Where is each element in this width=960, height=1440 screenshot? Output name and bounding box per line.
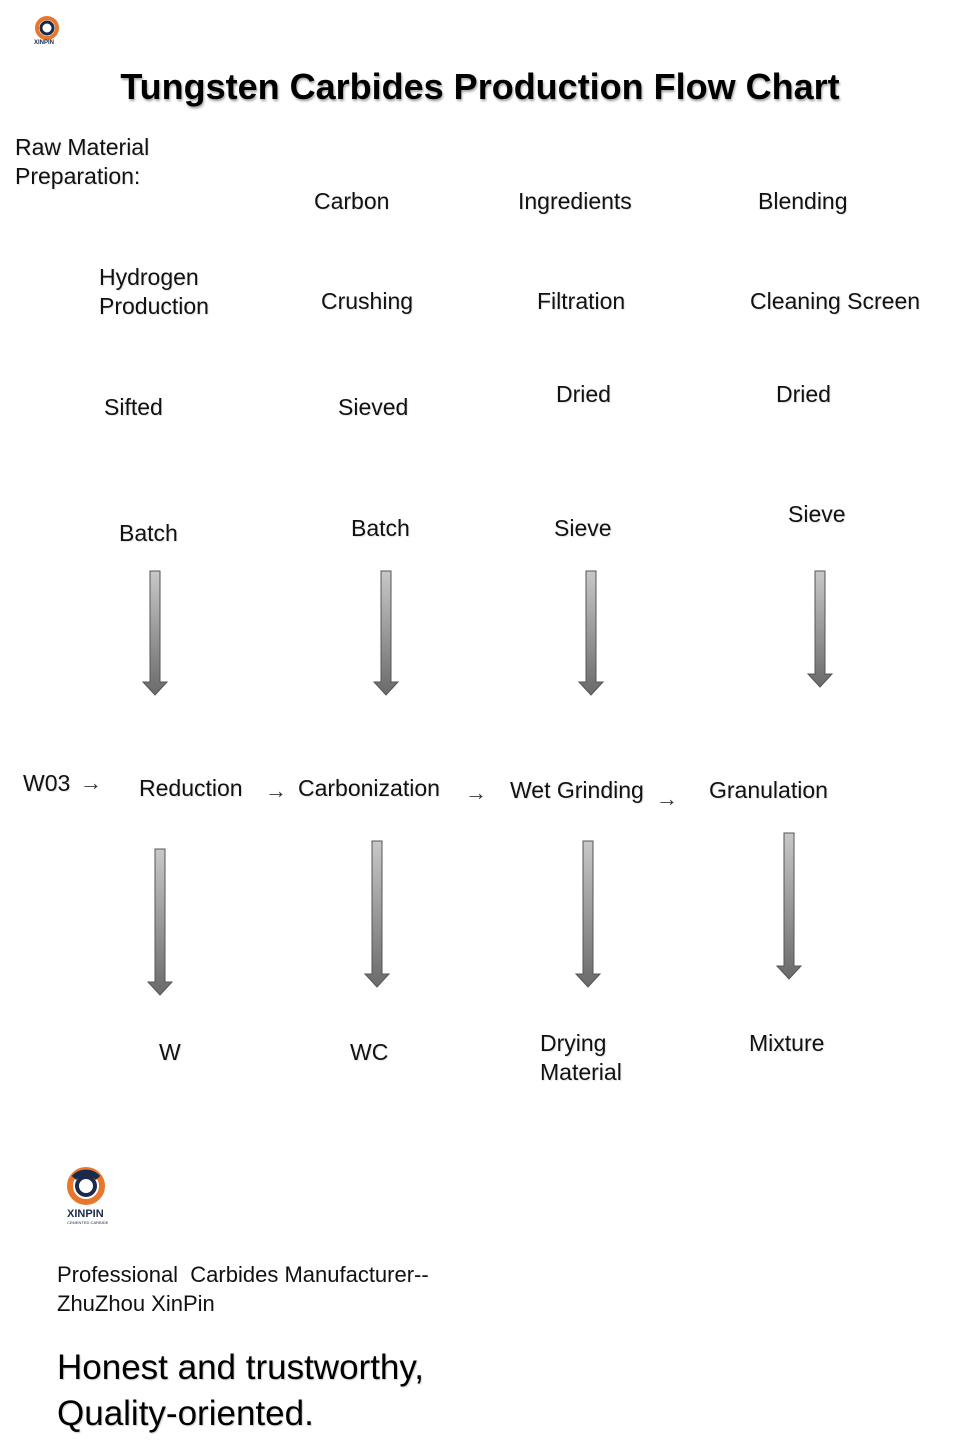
input-w03: W03 (23, 770, 71, 796)
down-arrow-icon (373, 571, 399, 695)
step-sifted: Sifted (104, 394, 163, 420)
down-arrow-shape (365, 841, 389, 987)
header-logo-text: XINPIN (34, 40, 55, 46)
down-arrow-shape (808, 571, 832, 687)
step-reduction: Reduction (139, 775, 243, 801)
output-w: W (159, 1039, 181, 1065)
step-batch-2: Batch (351, 515, 410, 541)
down-arrow-icon (575, 841, 601, 987)
down-arrow-shape (374, 571, 398, 695)
step-granulation: Granulation (709, 777, 828, 803)
right-arrow-icon: → (265, 778, 287, 803)
step-carbonization: Carbonization (298, 775, 440, 801)
down-arrow-shape (143, 571, 167, 695)
slogan-line-2: Quality-oriented. (57, 1394, 314, 1433)
down-arrow-icon (364, 841, 390, 987)
header-logo (28, 16, 68, 56)
down-arrow-icon (776, 833, 802, 979)
down-arrow-icon (807, 571, 833, 687)
step-sieve-2: Sieve (788, 501, 846, 527)
down-arrow-shape (576, 841, 600, 987)
step-crushing: Crushing (321, 288, 414, 314)
step-filtration: Filtration (537, 288, 626, 314)
step-wet-grinding: Wet Grinding (510, 777, 644, 803)
down-arrow-icon (578, 571, 604, 695)
page-title: Tungsten Carbides Production Flow Chart (120, 66, 840, 107)
xinpin-logo-icon (62, 1166, 112, 1206)
down-arrow-icon (142, 571, 168, 695)
company-description: Professional Carbides Manufacturer-- ZhuZhou XinPin (57, 1262, 429, 1316)
step-sieved: Sieved (338, 394, 409, 420)
xinpin-logo-icon (30, 16, 66, 42)
down-arrow-icon (147, 849, 173, 995)
step-dried-1: Dried (556, 381, 611, 407)
down-arrow-shape (777, 833, 801, 979)
raw-material-label: Raw Material Preparation: (15, 134, 150, 189)
right-arrow-icon: → (656, 786, 678, 811)
output-drying-material: Drying Material (540, 1030, 622, 1085)
output-mixture: Mixture (749, 1030, 825, 1056)
right-arrow-icon: → (80, 770, 102, 795)
step-ingredients: Ingredients (518, 188, 632, 214)
down-arrow-shape (579, 571, 603, 695)
step-blending: Blending (758, 188, 848, 214)
step-carbon: Carbon (314, 188, 390, 214)
output-wc: WC (350, 1039, 389, 1065)
footer-logo-subtext: CEMENTED CARBIDE (67, 1220, 109, 1225)
step-batch-1: Batch (119, 520, 178, 546)
step-dried-2: Dried (776, 381, 831, 407)
footer-logo (60, 1166, 130, 1230)
step-hydrogen-production: Hydrogen Production (99, 264, 209, 319)
slogan-line-1: Honest and trustworthy, (57, 1348, 425, 1387)
footer-logo-text: XINPIN (67, 1208, 104, 1220)
step-sieve-1: Sieve (554, 515, 612, 541)
step-cleaning-screen: Cleaning Screen (750, 288, 921, 314)
right-arrow-icon: → (465, 780, 487, 805)
down-arrow-shape (148, 849, 172, 995)
